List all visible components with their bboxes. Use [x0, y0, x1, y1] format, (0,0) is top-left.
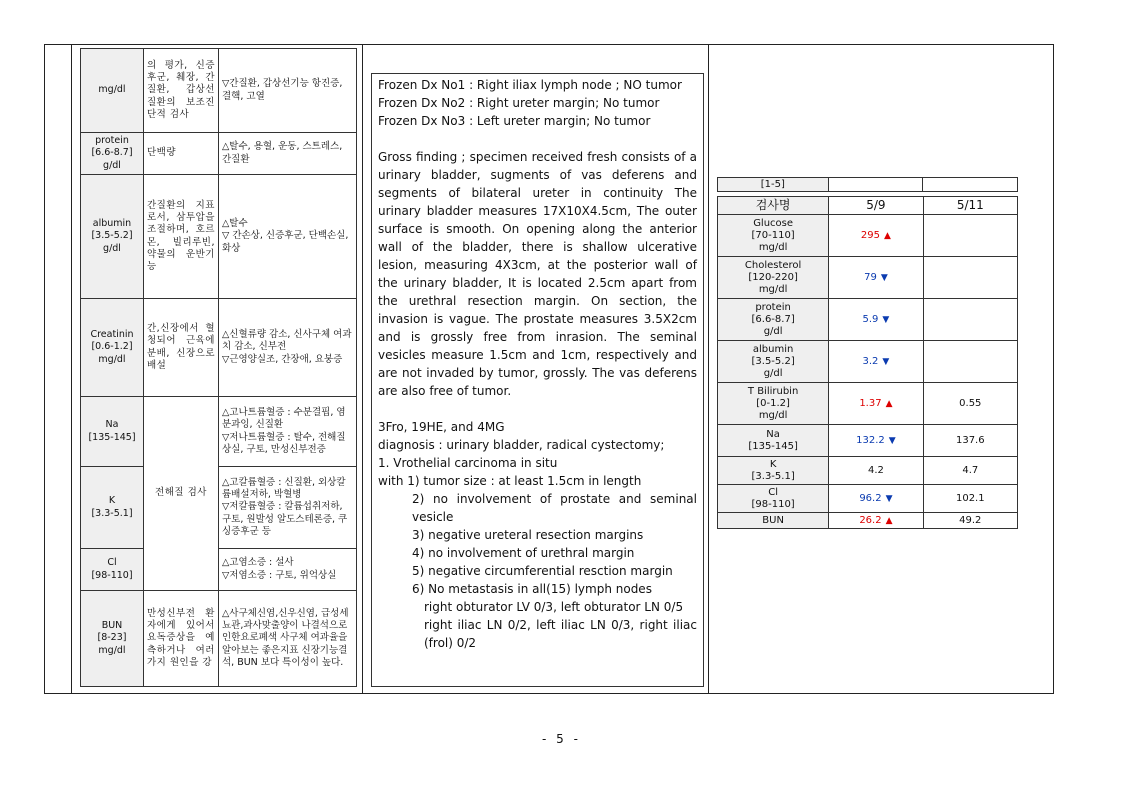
arrow-up-icon: ▲	[885, 515, 893, 526]
test-change: △고염소증 : 설사 ▽저염소증 : 구토, 위억상실	[219, 549, 357, 591]
test-change: △사구체신염,신우신염, 급성세뇨관,과사맞출양이 나결석으로인한요로폐색 사구체 여과율을 알아보는 좋은지표 신장기능결석, BUN 보다 특이성이 높다.	[219, 591, 357, 687]
test-change: △탈수 ▽ 간손상, 신증후군, 단백손실, 화상	[219, 175, 357, 299]
test-change: △고나트륨혈증 : 수분결핍, 염분과잉, 신질환 ▽저나트륨혈증 : 탈수, 전해질상실, 구토, 만성신부전증	[219, 397, 357, 467]
value-5-9	[829, 513, 923, 529]
test-name: Cl [98-110]	[718, 485, 829, 513]
test-description: 의 평가, 신증후군, 췌장, 간질환, 갑상선 질환의 보조진단적 검사	[144, 49, 219, 133]
table-row	[81, 467, 357, 549]
table-header-row	[718, 197, 1018, 215]
result-value: 79	[864, 271, 877, 283]
arrow-down-icon: ▼	[885, 493, 893, 504]
value-5-11: 137.6	[923, 425, 1017, 457]
finding-3: 3) negative ureteral resection margins	[412, 528, 644, 542]
table-row	[81, 397, 357, 467]
value-5-11: 49.2	[923, 513, 1017, 529]
result-value: 5.9	[862, 313, 879, 325]
range-header-table	[717, 177, 1018, 192]
value-5-11: 4.7	[923, 457, 1017, 485]
table-row	[718, 513, 1018, 529]
lymph-node-line-2: right iliac LN 0/2, left iliac LN 0/3, right iliac (frol) 0/2	[424, 618, 697, 650]
table-row	[81, 591, 357, 687]
result-value: 96.2	[859, 492, 882, 504]
value-5-9	[829, 341, 923, 383]
header-test-name: 검사명	[718, 197, 829, 215]
test-name: protein [6.6-8.7] g/dl	[81, 133, 144, 175]
test-name: Glucose [70-110] mg/dl	[718, 215, 829, 257]
arrow-down-icon: ▼	[882, 356, 890, 367]
test-name: Cholesterol [120-220] mg/dl	[718, 257, 829, 299]
test-name: Na [135-145]	[81, 397, 144, 467]
result-value: 4.2	[867, 464, 884, 476]
pathology-report	[371, 73, 704, 687]
test-change: △신혈류량 감소, 신사구체 여과치 감소, 신부전 ▽근영양실조, 간장애, 요붕증	[219, 299, 357, 397]
table-row	[81, 175, 357, 299]
test-change: △고칼륨혈증 : 신질환, 외상칼륨배설저하, 박혈병 ▽저칼륨혈증 : 칼륨섭취저하, 구토, 원발성 알도스테론증, 쿠싱증후군 등	[219, 467, 357, 549]
result-value: 3.2	[862, 355, 879, 367]
arrow-down-icon: ▼	[882, 314, 890, 325]
test-name: K [3.3-5.1]	[81, 467, 144, 549]
table-row	[718, 341, 1018, 383]
result-value: 132.2	[856, 434, 885, 446]
lab-results-table	[717, 196, 1018, 529]
header-date-1: 5/9	[829, 197, 923, 215]
value-5-9	[829, 457, 923, 485]
divider	[362, 44, 363, 694]
divider	[708, 44, 709, 694]
result-value: 295	[860, 229, 880, 241]
electrolyte-label: 전해질 검사	[144, 397, 219, 591]
table-row	[81, 49, 357, 133]
test-name: protein [6.6-8.7] g/dl	[718, 299, 829, 341]
arrow-up-icon: ▲	[885, 398, 893, 409]
value-5-11: 0.55	[923, 383, 1017, 425]
finding-6: 6) No metastasis in all(15) lymph nodes	[412, 582, 652, 596]
diagnosis-line: diagnosis : urinary bladder, radical cystectomy;	[378, 438, 665, 452]
frozen-dx-3: Frozen Dx No3 : Left ureter margin; No tumor	[378, 114, 651, 128]
frozen-dx-2: Frozen Dx No2 : Right ureter margin; No tumor	[378, 96, 660, 110]
value-5-9	[829, 257, 923, 299]
value-5-11: 102.1	[923, 485, 1017, 513]
table-row	[718, 457, 1018, 485]
test-name: Na [135-145]	[718, 425, 829, 457]
test-name: albumin [3.5-5.2] g/dl	[81, 175, 144, 299]
result-value: 26.2	[859, 514, 882, 526]
test-description: 만성신부전 환자에게 있어서 요독증상을 예측하거나 여러 가지 원인을 강	[144, 591, 219, 687]
lab-reference-table	[80, 48, 357, 687]
header-date-2: 5/11	[923, 197, 1017, 215]
divider	[71, 44, 72, 694]
finding-1: with 1) tumor size : at least 1.5cm in length	[378, 474, 642, 488]
test-name: K [3.3-5.1]	[718, 457, 829, 485]
table-row	[718, 485, 1018, 513]
finding-2: 2) no involvement of prostate and seminal vesicle	[412, 492, 697, 524]
result-value: 1.37	[859, 397, 882, 409]
test-name: BUN	[718, 513, 829, 529]
table-row	[718, 425, 1018, 457]
arrow-up-icon: ▲	[883, 230, 891, 241]
table-row	[718, 299, 1018, 341]
test-change: ▽간질환, 갑상선기능 항진증, 결핵, 고열	[219, 49, 357, 133]
table-row	[81, 549, 357, 591]
value-5-9	[829, 215, 923, 257]
table-row	[81, 299, 357, 397]
value-5-11	[923, 299, 1017, 341]
value-5-9	[829, 485, 923, 513]
diagnosis-item: 1. Vrothelial carcinoma in situ	[378, 456, 558, 470]
value-5-11	[923, 257, 1017, 299]
value-5-9	[829, 425, 923, 457]
arrow-down-icon: ▼	[888, 435, 896, 446]
test-name: Cl [98-110]	[81, 549, 144, 591]
table-row	[718, 215, 1018, 257]
range-label: [1-5]	[718, 178, 829, 192]
finding-4: 4) no involvement of urethral margin	[412, 546, 635, 560]
test-name: mg/dl	[81, 49, 144, 133]
test-name: T Bilirubin [0-1.2] mg/dl	[718, 383, 829, 425]
empty-cell	[923, 178, 1018, 192]
lymph-node-line-1: right obturator LV 0/3, left obturator LN 0/5	[424, 600, 684, 614]
test-name: BUN [8-23] mg/dl	[81, 591, 144, 687]
page-number: - 5 -	[542, 732, 581, 746]
table-row	[718, 257, 1018, 299]
table-row	[81, 133, 357, 175]
test-name: albumin [3.5-5.2] g/dl	[718, 341, 829, 383]
frozen-dx-1: Frozen Dx No1 : Right iliax lymph node ; NO tumor	[378, 78, 682, 92]
gross-finding: Gross finding ; specimen received fresh consists of a urinary bladder, sugments of vas deferens and segments of bilateral ureter in continuity The urinary bladder measures 17X10X4.5cm, The outer surface is smooth. On opening along the anterior wall of the bladder, there is shallow ulcerative lesion, measuring 4X3cm, at the posterior wall of the urinary bladder, It is located 2.5cm apart from the urethral resection margin. On section, the invasion is vague. The prostate measures 3.5X2cm and is grossly free from inrasion. The seminal vesicles measure 1.5cm and 1cm, respectively and are not invaded by tumor, grossly. The vas deferens are also free of tumor.	[378, 150, 697, 398]
value-5-11	[923, 341, 1017, 383]
test-description: 간,신장에서 혈청되어 근육에 분배, 신장으로 배설	[144, 299, 219, 397]
fro-line: 3Fro, 19HE, and 4MG	[378, 420, 505, 434]
test-name: Creatinin [0.6-1.2] mg/dl	[81, 299, 144, 397]
finding-5: 5) negative circumferential resction margin	[412, 564, 673, 578]
test-description: 간질환의 지표로서, 삼투압을 조절하며, 호르몬, 빌리루빈, 약물의 운반기능	[144, 175, 219, 299]
test-change: △탈수, 용혈, 운동, 스트레스, 간질환	[219, 133, 357, 175]
arrow-down-icon: ▼	[880, 272, 888, 283]
test-description: 단백량	[144, 133, 219, 175]
empty-cell	[828, 178, 923, 192]
value-5-11	[923, 215, 1017, 257]
table-row	[718, 178, 1018, 192]
value-5-9	[829, 383, 923, 425]
value-5-9	[829, 299, 923, 341]
table-row	[718, 383, 1018, 425]
